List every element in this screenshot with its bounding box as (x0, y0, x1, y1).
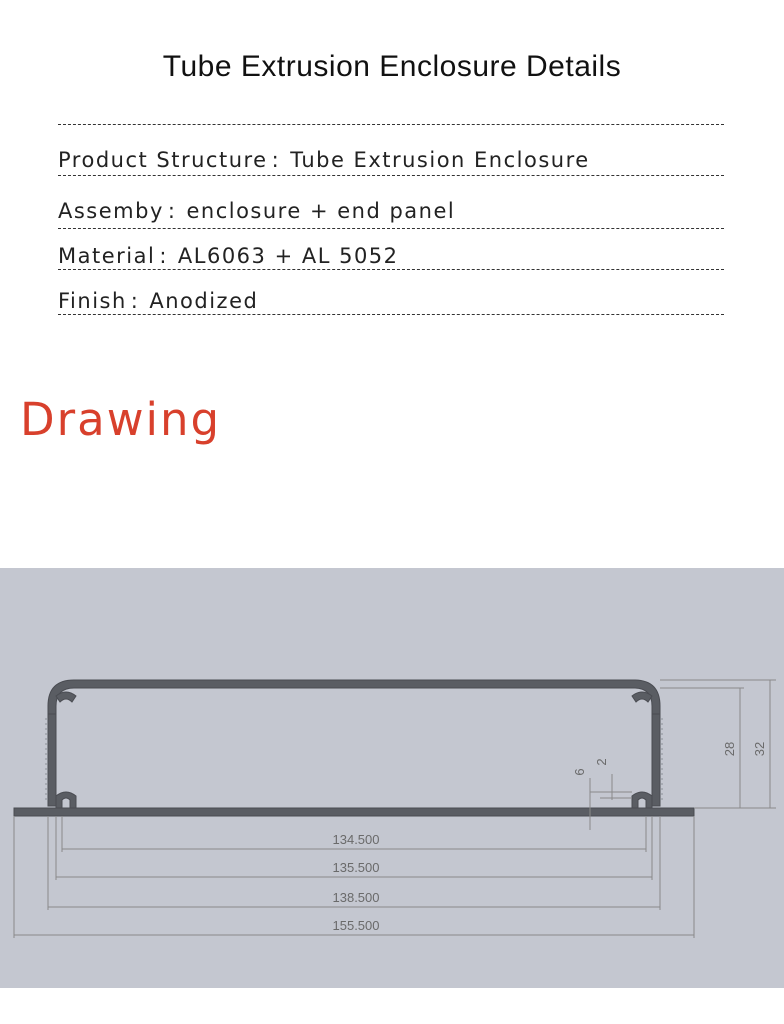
spec-list (58, 124, 724, 315)
page-title: Tube Extrusion Enclosure Details (162, 50, 622, 83)
spec-label: Product Structure (58, 148, 268, 172)
dim-label-slot-a: 6 (572, 768, 587, 776)
dim-label-overall-width: 155.500 (332, 918, 380, 933)
dim-label-width-2: 135.500 (332, 860, 380, 875)
spec-separator: : (159, 244, 168, 268)
section-heading-drawing: Drawing (20, 393, 222, 446)
right-top-slot (632, 692, 652, 702)
spec-value: Tube Extrusion Enclosure (290, 148, 590, 172)
base-plate (14, 808, 694, 816)
spec-value: Anodized (149, 289, 259, 313)
dim-label-width-3: 138.500 (332, 890, 380, 905)
top-wall (48, 680, 660, 714)
dim-label-inner-width: 134.500 (332, 832, 380, 847)
spec-row-finish (58, 288, 724, 315)
spec-row-assembly (58, 198, 724, 229)
dim-label-overall-height: 32 (752, 741, 767, 757)
enclosure-profile (14, 680, 694, 816)
spec-label: Finish (58, 289, 127, 313)
left-bottom-slot (56, 792, 76, 808)
spec-label: Assemby (58, 199, 164, 223)
profile-drawing-svg (0, 568, 784, 988)
dim-label-slot-b: 2 (594, 758, 609, 766)
spec-separator: : (167, 199, 177, 223)
left-wall (48, 714, 56, 806)
right-wall (652, 714, 660, 806)
spec-row-material (58, 243, 724, 270)
spec-row-structure (58, 147, 724, 176)
spec-label: Material (58, 244, 156, 268)
spec-separator: : (271, 148, 281, 172)
spec-value: AL6063 + AL 5052 (177, 244, 399, 268)
dim-label-inner-height: 28 (722, 741, 737, 757)
technical-drawing (0, 568, 784, 988)
divider (58, 124, 724, 125)
spec-separator: : (130, 289, 140, 313)
spec-value: enclosure + end panel (186, 199, 456, 223)
right-bottom-slot (632, 792, 652, 808)
left-top-slot (56, 692, 76, 702)
rib-texture (46, 718, 662, 802)
